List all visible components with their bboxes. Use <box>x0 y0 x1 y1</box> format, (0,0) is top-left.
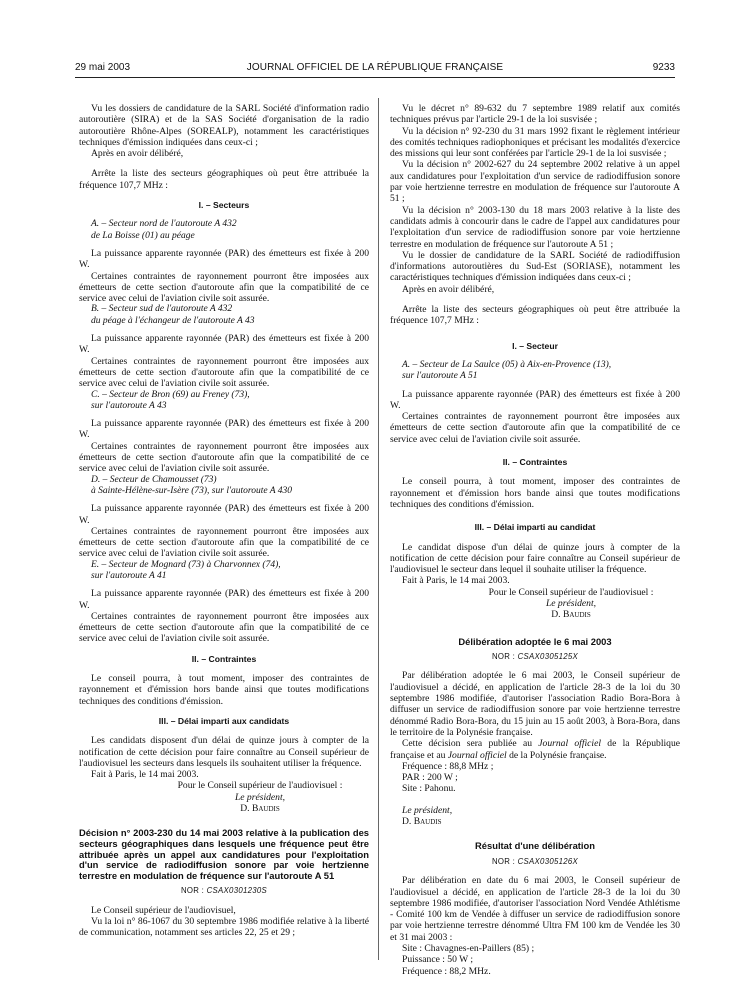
list-item: PAR : 200 W ; <box>402 772 458 784</box>
nor-reference: NOR : CSAX0301230S <box>180 886 268 896</box>
paragraph: Arrête la liste des secteurs géographiques où peut être attribuée la fréquence 107,7 MHz : <box>79 168 369 191</box>
paragraph: Après en avoir délibéré, <box>402 283 495 295</box>
sector-subtitle: du péage à l'échangeur de l'autoroute A 43 <box>91 315 255 326</box>
paragraph: Vu la décision n° 92-230 du 31 mars 1992 fixant le règlement intérieur des comités techniques radiophoniques et précisant les modalités d'exercice des missions qui leur sont conférées par l'article 29-1 de la loi susvisée ; <box>390 125 680 160</box>
paragraph: Vu la décision n° 2002-627 du 24 septembre 2002 relative à un appel aux candidatures pour l'exploitation d'un service de radiodiffusion sonore par voie hertzienne terrestre en modulation de fréquence sur l'autoroute A 51 ; <box>390 159 680 205</box>
sector-title: A. – Secteur nord de l'autoroute A 432 <box>91 219 237 230</box>
list-item: Puissance : 50 W ; <box>402 954 474 966</box>
header-page-number: 9233 <box>652 62 675 73</box>
deliberation-title: Résultat d'une délibération <box>475 840 595 852</box>
signature-line: Pour le Conseil supérieur de l'audiovisuel : <box>177 780 343 792</box>
paragraph: La puissance apparente rayonnée (PAR) des émetteurs est fixée à 200 W. <box>79 503 369 526</box>
column-divider <box>378 98 379 960</box>
paragraph: La puissance apparente rayonnée (PAR) des émetteurs est fixée à 200 W. <box>79 333 369 356</box>
list-item: Fréquence : 88,2 MHz. <box>402 965 491 977</box>
paragraph: Arrête la liste des secteurs géographiques où peut être attribuée la fréquence 107,7 MHz : <box>390 304 680 327</box>
signature-name: D. Baudis <box>402 816 442 828</box>
paragraph: Certaines contraintes de rayonnement pourront être imposées aux émetteurs de cette section d'autoroute afin que la compatibilité de ce service avec celui de l'aviation civile soit assurée. <box>79 355 369 390</box>
sector-subtitle: à Sainte-Hélène-sur-Isère (73), sur l'autoroute A 430 <box>91 485 293 496</box>
header-rule <box>75 77 675 78</box>
left-column <box>79 103 369 938</box>
sector-title: A. – Secteur de La Saulce (05) à Aix-en-Provence (13), <box>402 359 612 370</box>
paragraph: Le conseil pourra, à tout moment, imposer des contraintes de rayonnement et d'émission hors bande ainsi que toutes modifications techniques des conditions d'émission. <box>79 673 369 707</box>
paragraph: Après en avoir délibéré, <box>91 148 184 160</box>
paragraph: Certaines contraintes de rayonnement pourront être imposées aux émetteurs de cette section d'autoroute afin que la compatibilité de ce service avec celui de l'aviation civile soit assurée. <box>390 411 680 445</box>
paragraph: La puissance apparente rayonnée (PAR) des émetteurs est fixée à 200 W. <box>79 588 369 611</box>
sector-title: D. – Secteur de Chamousset (73) <box>91 474 217 485</box>
paragraph: Les candidats disposent d'un délai de quinze jours à compter de la notification de cette décision pour faire connaître au Conseil supérieur de l'audiovisuel les secteurs dans lesquels ils souhaitent utiliser la fréquence. <box>79 735 369 769</box>
signature-title: Le président, <box>545 597 597 609</box>
section-heading: II. – Contraintes <box>191 653 257 664</box>
sector-title: C. – Secteur de Bron (69) au Freney (73), <box>91 389 250 400</box>
list-item: Fréquence : 88,8 MHz ; <box>402 760 494 772</box>
header-date: 29 mai 2003 <box>75 62 131 73</box>
header-journal-title: JOURNAL OFFICIEL DE LA RÉPUBLIQUE FRANÇAISE <box>246 62 504 73</box>
sector-subtitle: sur l'autoroute A 41 <box>91 570 167 581</box>
paragraph: Par délibération en date du 6 mai 2003, le Conseil supérieur de l'audiovisuel a décidé, en application de l'article 28-3 de la loi du 30 septembre 1986 modifiée, d'autoriser l'association Nord Vendée Athlétisme - Comité 100 km de Vendée à diffuser un service de radiodiffusion sonore par voie hertzienne terrestre dénommé Ultra FM 100 km de Vendée les 30 et 31 mai 2003 : <box>390 875 680 943</box>
signature-title: Le président, <box>234 791 286 803</box>
decision-title: Décision n° 2003-230 du 14 mai 2003 relative à la publication des secteurs géographiques dans lesquels une fréquence peut être attribuée après un appel aux candidatures pour l'exploitation d'un service de radiodiffusion sonore par voie hertzienne terrestre en modulation de fréquence sur l'autoroute A 51 <box>79 827 369 881</box>
paragraph: Le candidat dispose d'un délai de quinze jours à compter de la notification de cette décision pour faire connaître au Conseil supérieur de l'audiovisuel le secteur dans lequel il souhaite utiliser la fréquence. <box>390 541 680 576</box>
paragraph: La puissance apparente rayonnée (PAR) des émetteurs est fixée à 200 W. <box>79 418 369 441</box>
paragraph: Certaines contraintes de rayonnement pourront être imposées aux émetteurs de cette section d'autoroute afin que la compatibilité de ce service avec celui de l'aviation civile soit assurée. <box>79 525 369 560</box>
paragraph: Par délibération adoptée le 6 mai 2003, le Conseil supérieur de l'audiovisuel a décidé, en application de l'article 28-3 de la loi du 30 septembre 1986 modifiée, d'autoriser l'association Radio Bora-Bora à diffuser un service de radiodiffusion sonore par voie hertzienne terrestre dénommé Radio Bora-Bora, du 15 juin au 15 août 2003, à Bora-Bora, dans le territoire de la Polynésie française. <box>390 670 680 738</box>
paragraph: Le Conseil supérieur de l'audiovisuel, <box>91 904 236 916</box>
signature-name: D. Baudis <box>551 609 591 621</box>
deliberation-title: Délibération adoptée le 6 mai 2003 <box>458 635 612 647</box>
paragraph: Vu la loi n° 86-1067 du 30 septembre 1986 modifiée relative à la liberté de communication, notamment ses articles 22, 25 et 29 ; <box>79 915 369 939</box>
sector-subtitle: sur l'autoroute A 51 <box>402 371 478 382</box>
section-heading: III. – Délai imparti au candidat <box>474 522 596 533</box>
list-item: Site : Pahonu. <box>402 783 456 795</box>
paragraph: Vu le dossier de candidature de la SARL Société de radiodiffusion d'informations autoroutières du Sud-Est (SORIASE), notamment les caractéristiques techniques d'émission indiquées dans ceux-ci ; <box>390 249 680 284</box>
right-column <box>390 103 680 977</box>
signature-title: Le président, <box>402 804 453 816</box>
sector-subtitle: de La Boisse (01) au péage <box>91 230 195 241</box>
paragraph: Fait à Paris, le 14 mai 2003. <box>91 769 199 781</box>
list-item: Site : Chavagnes-en-Paillers (85) ; <box>402 943 535 954</box>
nor-reference: NOR : CSAX0305126X <box>491 856 579 866</box>
paragraph: La puissance apparente rayonnée (PAR) des émetteurs est fixée à 200 W. <box>79 247 369 271</box>
paragraph: Certaines contraintes de rayonnement pourront être imposées aux émetteurs de cette section d'autoroute afin que la compatibilité de ce service avec celui de l'aviation civile soit assurée. <box>79 440 369 475</box>
paragraph: Certaines contraintes de rayonnement pourront être imposées aux émetteurs de cette section d'autoroute afin que la compatibilité de ce service avec celui de l'aviation civile soit assurée. <box>79 270 369 305</box>
paragraph: Vu le décret n° 89-632 du 7 septembre 1989 relatif aux comités techniques prévus par l'article 29-1 de la loi susvisée ; <box>390 103 680 126</box>
paragraph: La puissance apparente rayonnée (PAR) des émetteurs est fixée à 200 W. <box>390 388 680 411</box>
page-header <box>75 62 675 76</box>
section-heading: II. – Contraintes <box>502 457 568 468</box>
signature-line: Pour le Conseil supérieur de l'audiovisuel : <box>488 586 654 598</box>
sector-title: B. – Secteur sud de l'autoroute A 432 <box>91 304 233 315</box>
nor-reference: NOR : CSAX0305125X <box>491 652 579 662</box>
paragraph: Certaines contraintes de rayonnement pourront être imposées aux émetteurs de cette section d'autoroute afin que la compatibilité de ce service avec celui de l'aviation civile soit assurée. <box>79 610 369 645</box>
paragraph: Le conseil pourra, à tout moment, imposer des contraintes de rayonnement et d'émission hors bande ainsi que toutes modifications techniques des conditions d'émission. <box>390 476 680 510</box>
paragraph: Cette décision sera publiée au Journal officiel de la République française et au Journal officiel de la Polynésie française. <box>390 738 681 761</box>
section-heading: I. – Secteur <box>512 340 558 351</box>
section-heading: I. – Secteurs <box>198 200 250 211</box>
signature-name: D. Baudis <box>240 803 280 815</box>
sector-subtitle: sur l'autoroute A 43 <box>91 400 167 411</box>
sector-title: E. – Secteur de Mognard (73) à Charvonnex (74), <box>91 559 281 570</box>
paragraph: Fait à Paris, le 14 mai 2003. <box>402 575 510 587</box>
section-heading: III. – Délai imparti aux candidats <box>158 715 290 726</box>
paragraph: Vu les dossiers de candidature de la SARL Société d'information radio autoroutière (SIRA) et de la SAS Société d'organisation de la radio autoroutière Rhône-Alpes (SOREALP), notamment les caractéristiques techniques d'émission indiquées dans ceux-ci ; <box>79 103 369 148</box>
paragraph: Vu la décision n° 2003-130 du 18 mars 2003 relative à la liste des candidats admis à concourir dans le cadre de l'appel aux candidatures pour l'exploitation d'un service de radiodiffusion sonore par voie hertzienne terrestre en modulation de fréquence sur l'autoroute A 51 ; <box>390 204 680 250</box>
